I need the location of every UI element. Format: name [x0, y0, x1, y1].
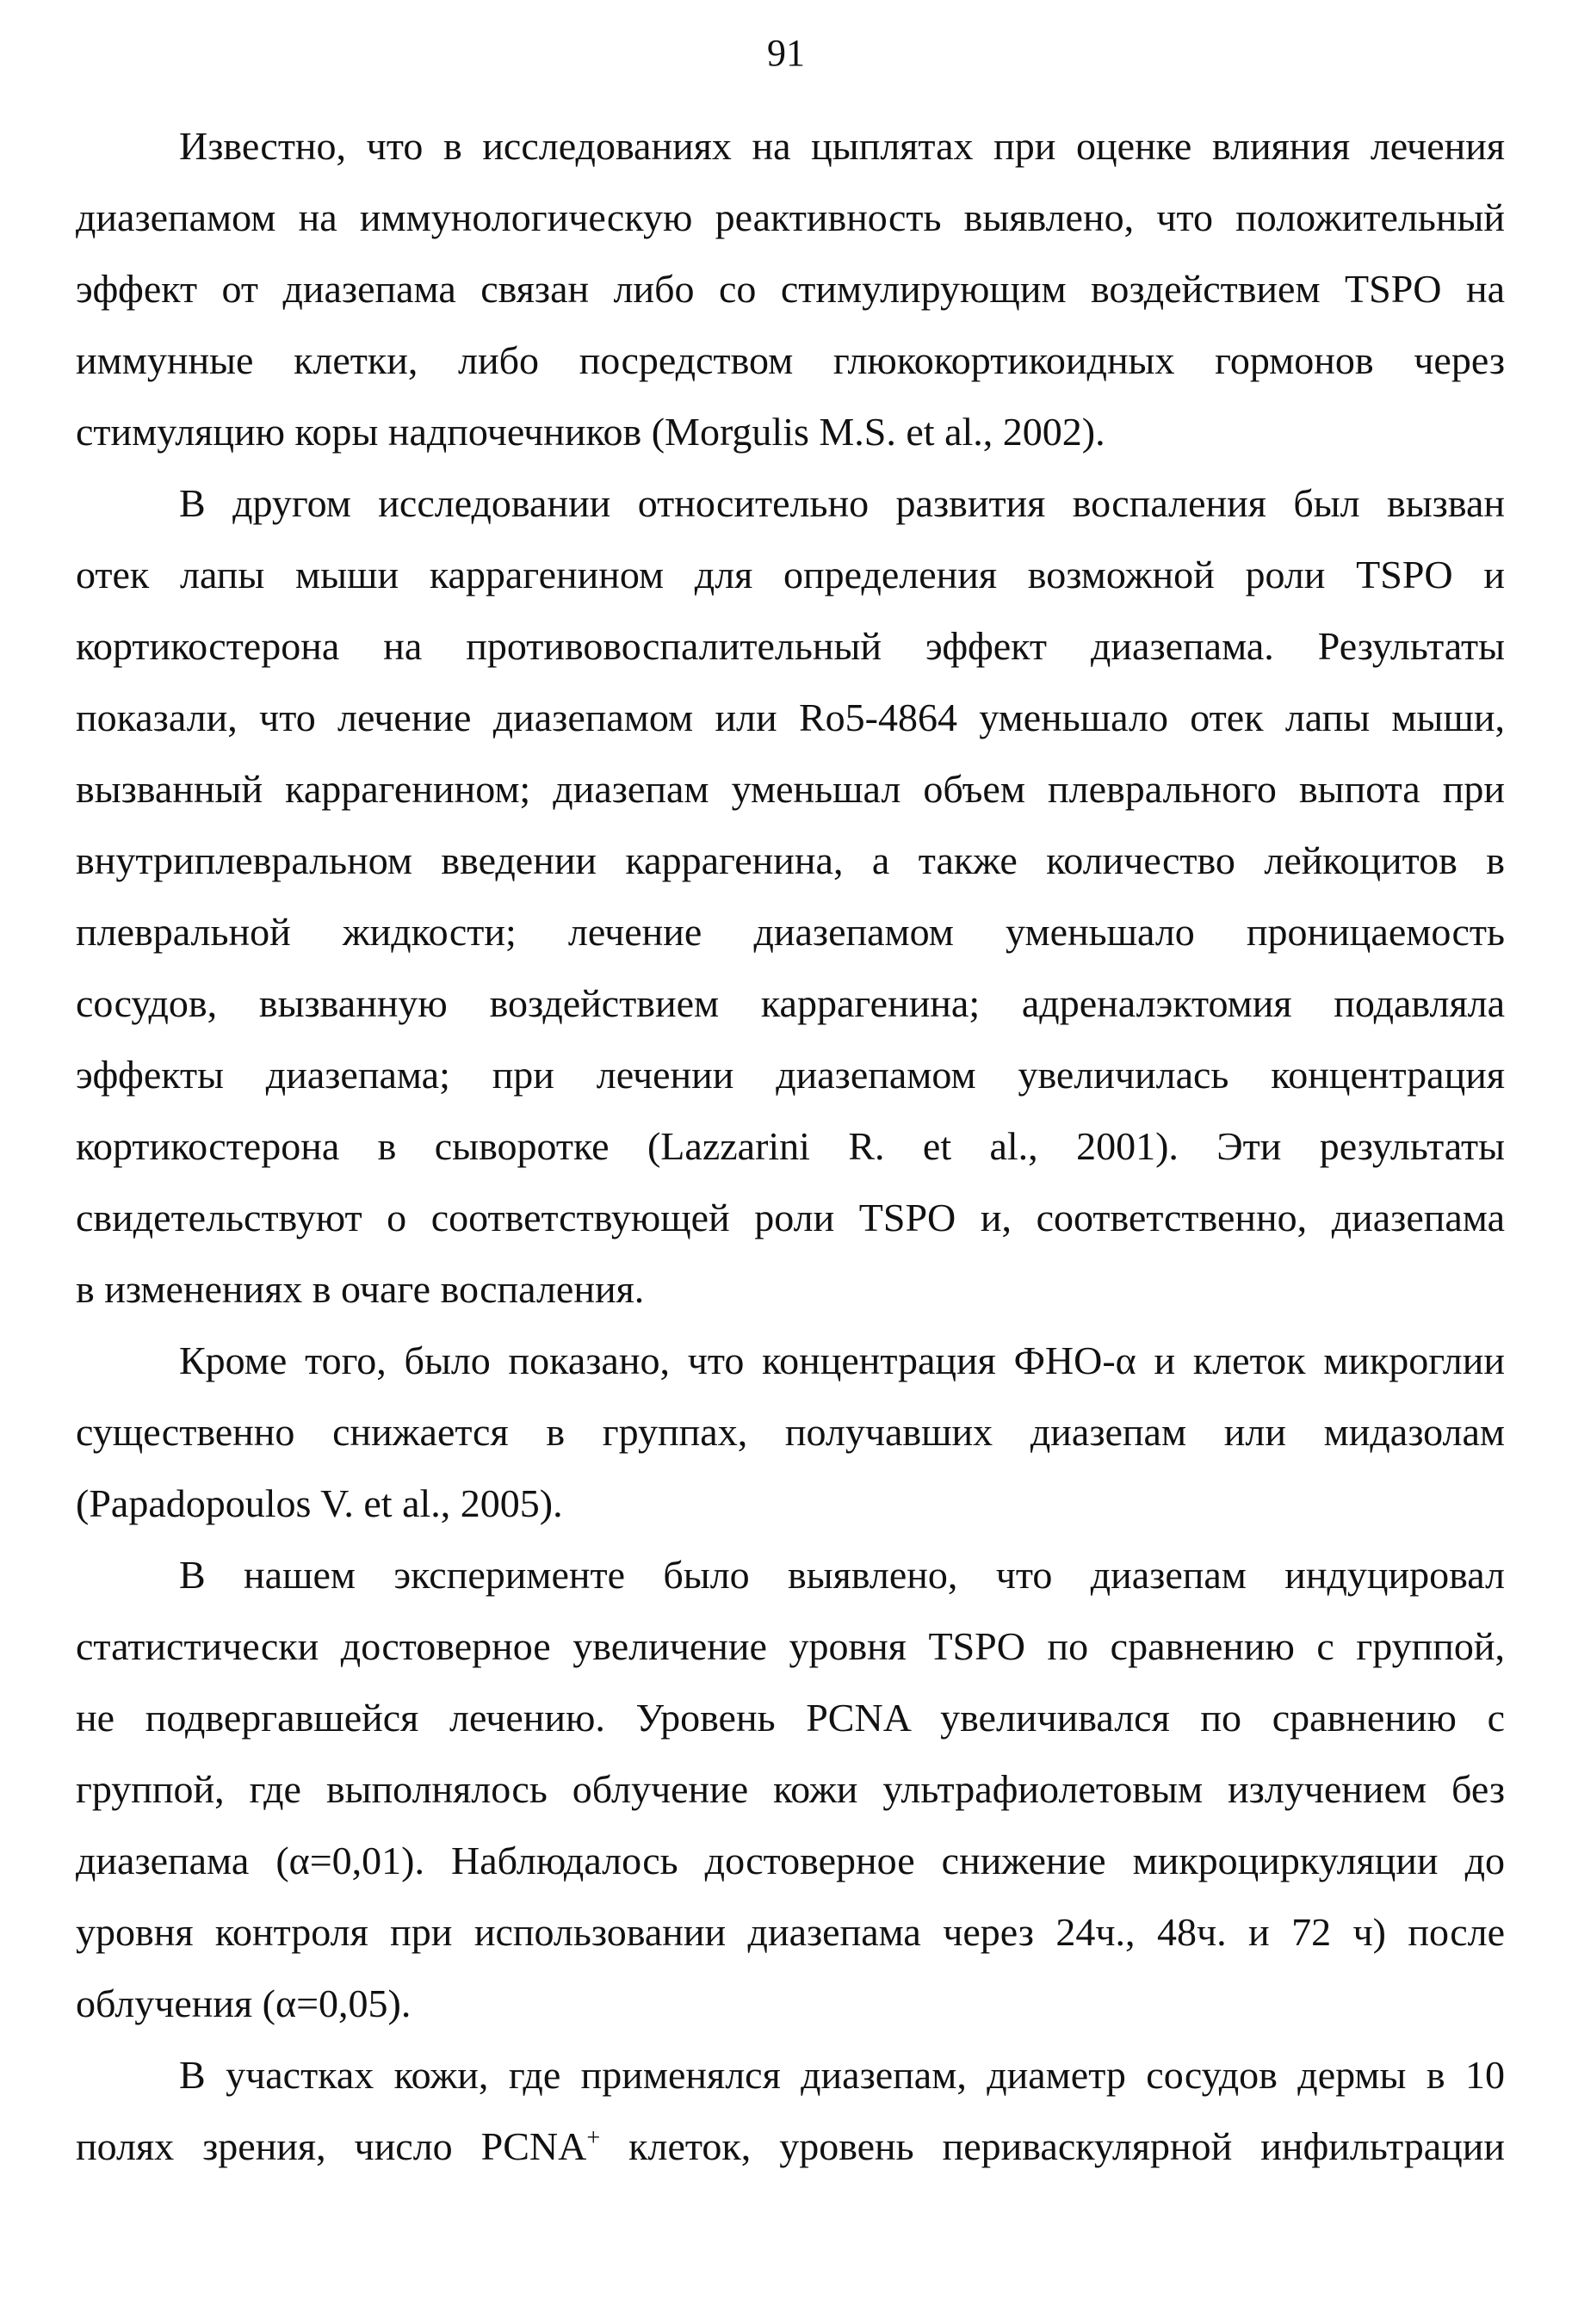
text-line: облучения (α=0,05). — [76, 1981, 412, 2025]
body-text — [76, 110, 1505, 2182]
text-line: не подвергавшейся лечению. Уровень PCNA увеличивался по сравнению с — [76, 1696, 1505, 1740]
text-line: в изменениях в очаге воспаления. — [76, 1267, 645, 1311]
text-line: стимуляцию коры надпочечников (Morgulis M.S. et al., 2002). — [76, 410, 1105, 454]
text-line: Известно, что в исследованиях на цыплятах при оценке влияния лечения — [179, 124, 1505, 168]
text-line: В участках кожи, где применялся диазепам, диаметр сосудов дермы в 10 — [179, 2053, 1505, 2097]
text-line: кортикостерона в сыворотке (Lazzarini R. et al., 2001). Эти результаты — [76, 1124, 1505, 1168]
text-line: кортикостерона на противовоспалительный эффект диазепама. Результаты — [76, 624, 1505, 668]
text-line: В другом исследовании относительно развития воспаления был вызван — [179, 481, 1505, 525]
text-line: диазепамом на иммунологическую реактивность выявлено, что положительный — [76, 195, 1505, 239]
text-line: вызванный каррагенином; диазепам уменьшал объем плеврального выпота при — [76, 767, 1505, 811]
text-fragment: полях зрения, число PCNA — [76, 2124, 587, 2168]
text-line — [76, 2111, 1505, 2182]
text-line: показали, что лечение диазепамом или Ro5-4864 уменьшало отек лапы мыши, — [76, 695, 1505, 739]
paragraph — [76, 2039, 1505, 2182]
paragraph — [76, 110, 1505, 467]
text-line: эффект от диазепама связан либо со стимулирующим воздействием TSPO на — [76, 267, 1505, 311]
text-line: статистически достоверное увеличение уровня TSPO по сравнению с группой, — [76, 1624, 1505, 1668]
text-line: эффекты диазепама; при лечении диазепамом увеличилась концентрация — [76, 1053, 1505, 1097]
text-fragment: клеток, уровень периваскулярной инфильтрации — [600, 2124, 1506, 2168]
page-number: 91 — [767, 32, 805, 74]
text-line: плевральной жидкости; лечение диазепамом уменьшало проницаемость — [76, 910, 1505, 954]
text-line: В нашем эксперименте было выявлено, что диазепам индуцировал — [179, 1553, 1505, 1597]
text-line: внутриплевральном введении каррагенина, а также количество лейкоцитов в — [76, 838, 1505, 882]
text-line: существенно снижается в группах, получавших диазепам или мидазолам — [76, 1410, 1505, 1454]
text-line: Кроме того, было показано, что концентрация ФНО-α и клеток микроглии — [179, 1338, 1505, 1382]
text-line: свидетельствуют о соответствующей роли TSPO и, соответственно, диазепама — [76, 1196, 1505, 1239]
text-line: диазепама (α=0,01). Наблюдалось достоверное снижение микроциркуляции до — [76, 1839, 1505, 1882]
text-line: иммунные клетки, либо посредством глюкокортикоидных гормонов через — [76, 338, 1505, 382]
text-line: отек лапы мыши каррагенином для определения возможной роли TSPO и — [76, 553, 1505, 596]
text-line: уровня контроля при использовании диазепама через 24ч., 48ч. и 72 ч) после — [76, 1910, 1505, 1954]
paragraph — [76, 1325, 1505, 1539]
text-line: сосудов, вызванную воздействием каррагенина; адреналэктомия подавляла — [76, 981, 1505, 1025]
paragraph — [76, 467, 1505, 1325]
paragraph — [76, 1539, 1505, 2039]
text-line: группой, где выполнялось облучение кожи ультрафиолетовым излучением без — [76, 1767, 1505, 1811]
superscript: + — [586, 2124, 601, 2152]
text-line: (Papadopoulos V. et al., 2005). — [76, 1481, 563, 1525]
